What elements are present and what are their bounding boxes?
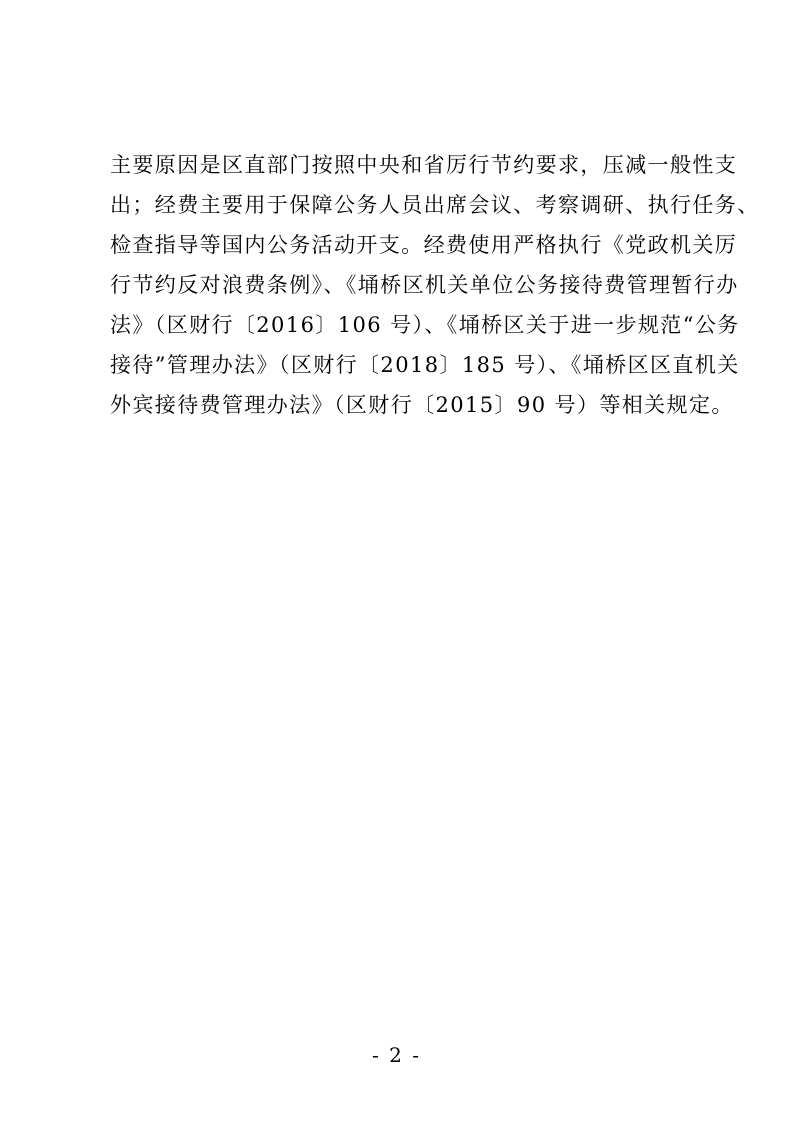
- paragraph-line: 法》（区财行〔2016〕106 号）、《埇桥区关于进一步规范“公务: [110, 313, 740, 337]
- paragraph-line: 接待”管理办法》（区财行〔2018〕185 号）、《埇桥区区直机关: [110, 353, 740, 377]
- paragraph-line: 出；经费主要用于保障公务人员出席会议、考察调研、执行任务、: [110, 193, 760, 217]
- paragraph-line: 行节约反对浪费条例》、《埇桥区机关单位公务接待费管理暂行办: [110, 273, 739, 297]
- body-paragraph: [110, 145, 760, 425]
- paragraph-line: 主要原因是区直部门按照中央和省厉行节约要求，压减一般性支: [110, 153, 738, 177]
- paragraph-line: 外宾接待费管理办法》（区财行〔2015〕90 号）等相关规定。: [110, 393, 734, 417]
- paragraph-line: 检查指导等国内公务活动开支。经费使用严格执行《党政机关厉: [110, 233, 738, 257]
- page-number: - 2 -: [372, 1043, 421, 1067]
